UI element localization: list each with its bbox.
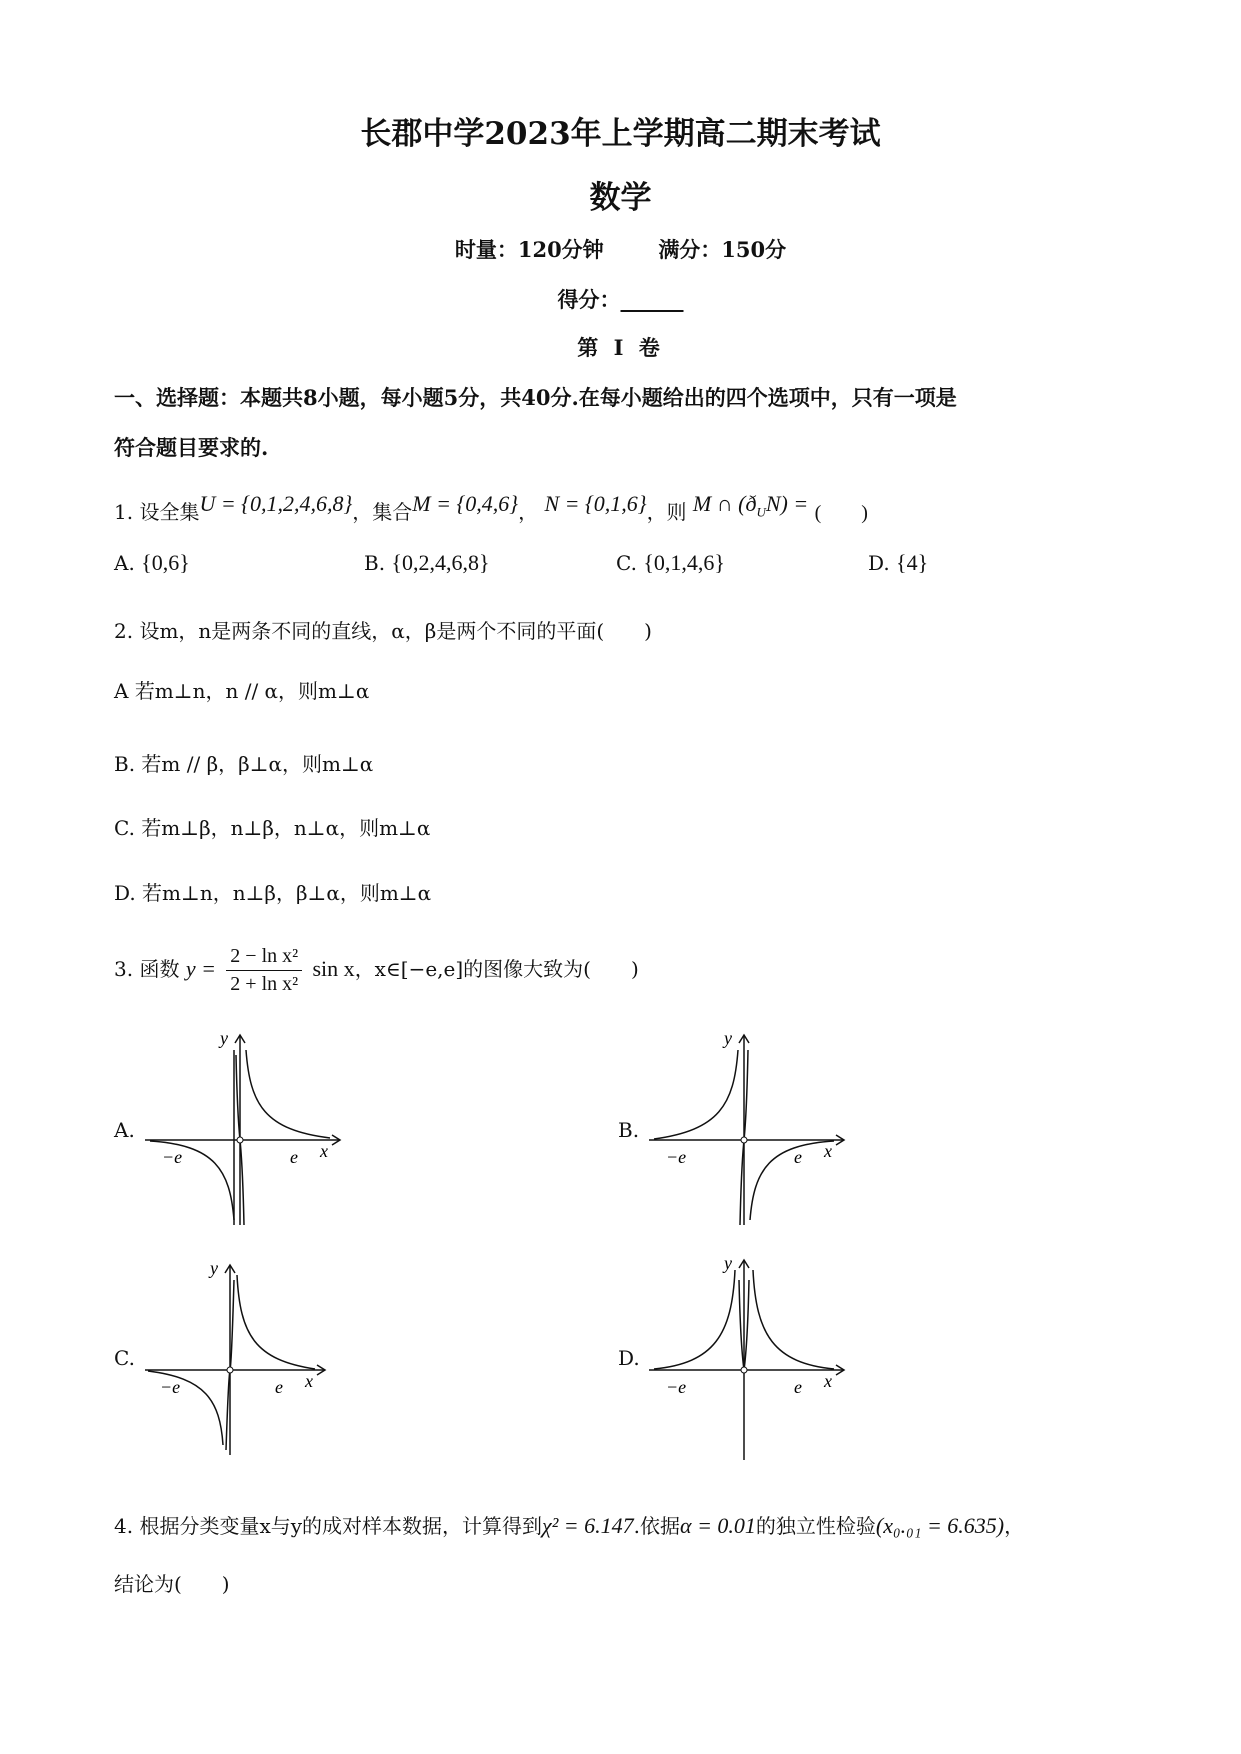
section1-intro-line2: 符合题目要求的. (114, 435, 269, 460)
question-4-stem: 4. 根据分类变量x与y的成对样本数据，计算得到χ² = 6.147.依据α = 0.01的独立性检验(x₀.₀₁ = 6.635)， (114, 1513, 1025, 1538)
set-U: U = {0,1,2,4,6,8} (199, 491, 353, 516)
graph-b (644, 1030, 864, 1230)
svg-text:y: y (210, 1260, 218, 1278)
q2-option-a: A 若m⊥n，n // α，则m⊥α (114, 679, 370, 703)
y-axis-label: y (220, 1030, 228, 1048)
svg-text:x: x (824, 1141, 832, 1161)
graph-d (644, 1255, 864, 1465)
set-M: M = {0,4,6} (412, 491, 519, 516)
q1-option-c: C. {0,1,4,6} (616, 550, 725, 575)
svg-text:−e: −e (160, 1377, 181, 1397)
graph-b-label: B. (618, 1118, 640, 1142)
svg-text:y: y (724, 1030, 732, 1048)
q2-option-d: D. 若m⊥n，n⊥β，β⊥α，则m⊥α (114, 881, 432, 905)
exam-subject: 数学 (589, 180, 652, 216)
q2-option-b: B. 若m // β，β⊥α，则m⊥α (114, 752, 374, 776)
question-4-line2: 结论为( ) (114, 1572, 230, 1596)
neg-e-label: −e (162, 1147, 183, 1167)
q2-option-c: C. 若m⊥β，n⊥β，n⊥α，则m⊥α (114, 816, 431, 840)
alpha-value: α = 0.01 (680, 1513, 756, 1538)
chi-square-value: χ² = 6.147 (542, 1513, 634, 1538)
svg-text:e: e (794, 1377, 802, 1397)
question-1-stem: 1. 设全集U = {0,1,2,4,6,8}，集合M = {0,4,6}， N = {0,1,6}，则 M ∩ $(ð_UN)$ = ( ) (114, 491, 868, 524)
pos-e-label: e (290, 1147, 298, 1167)
question-3-stem: 3. 函数 y = $\frac{\text{2 − ln x²}}{\text{2 + ln x²}}$ sin x，x∈[−e,e]的图像大致为( ) (114, 945, 639, 995)
svg-text:x: x (824, 1371, 832, 1391)
q1-option-a: A. {0,6} (114, 550, 190, 575)
svg-text:y: y (724, 1255, 732, 1273)
graph-a-label: A. (114, 1118, 135, 1142)
answer-blank: ( ) (814, 502, 868, 524)
volume-heading: 第 Ⅰ 卷 (577, 335, 664, 360)
full-score-label: 满分：150分 (658, 237, 787, 262)
q1-option-d: D. {4} (868, 550, 929, 575)
graph-d-label: D. (618, 1346, 640, 1370)
svg-text:e: e (275, 1377, 283, 1397)
section1-intro-line1: 一、选择题：本题共8小题，每小题5分，共40分.在每小题给出的四个选项中，只有一项是 (114, 385, 957, 410)
x-axis-label: x (320, 1141, 328, 1161)
graph-c-label: C. (114, 1346, 135, 1370)
svg-text:e: e (794, 1147, 802, 1167)
set-expression: M ∩ $(ð_UN)$ = (692, 491, 809, 520)
svg-text:x: x (305, 1371, 313, 1391)
time-label: 时量：120分钟 (454, 237, 604, 262)
svg-text:−e: −e (666, 1377, 687, 1397)
q1-option-b: B. {0,2,4,6,8} (364, 550, 490, 575)
svg-text:−e: −e (666, 1147, 687, 1167)
question-2-stem: 2. 设m，n是两条不同的直线，α，β是两个不同的平面( ) (114, 619, 652, 643)
exam-meta (0, 234, 1241, 264)
fraction: $\frac{\text{2 − ln x²}}{\text{2 + ln x²}}$ (226, 945, 302, 996)
critical-value: (x₀.₀₁ = 6.635) (875, 1513, 1005, 1538)
exam-title: 长郡中学2023年上学期高二期末考试 (360, 116, 881, 152)
set-N: N = {0,1,6} (544, 491, 647, 516)
graph-c (140, 1260, 350, 1460)
graph-a (140, 1030, 360, 1230)
score-field: 得分：______ (557, 287, 684, 312)
